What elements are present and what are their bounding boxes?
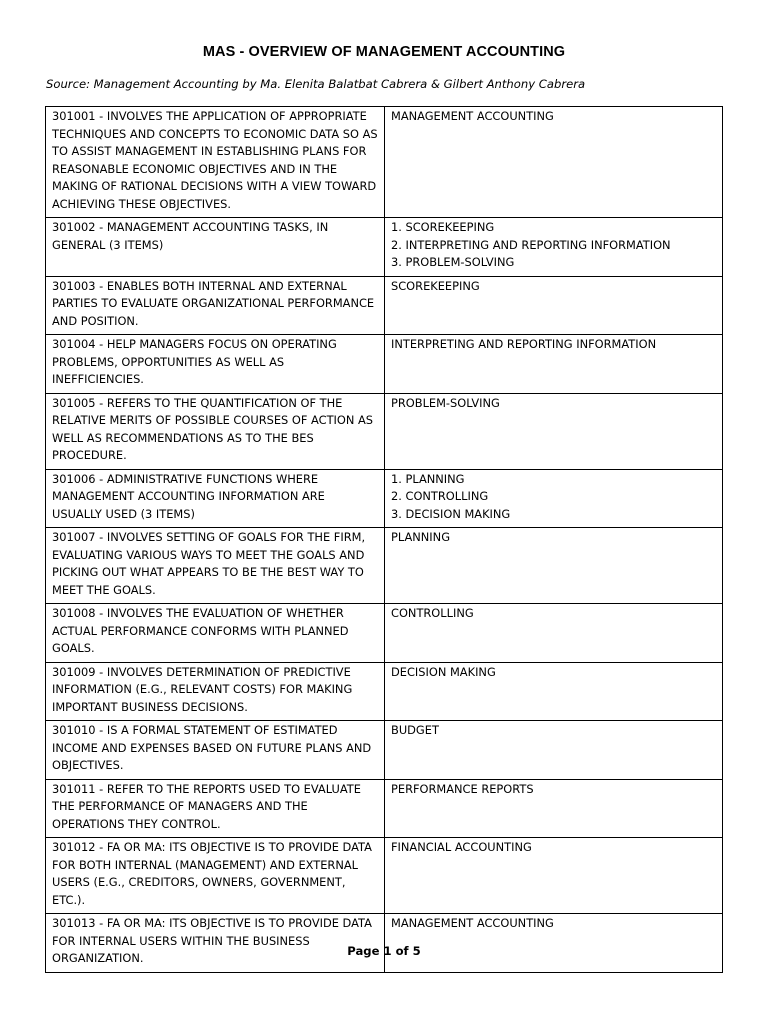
answer-line: 1. SCOREKEEPING [391,220,495,234]
question-cell: 301010 - IS A FORMAL STATEMENT OF ESTIMATED INCOME AND EXPENSES BASED ON FUTURE PLANS AND OBJECTIVES. [46,721,385,780]
table-row [46,335,723,394]
question-cell: 301004 - HELP MANAGERS FOCUS ON OPERATING PROBLEMS, OPPORTUNITIES AS WELL AS INEFFICIENCIES. [46,335,385,394]
answer-cell [385,838,723,914]
table-row [46,779,723,838]
table-row [46,721,723,780]
answer-line: PROBLEM-SOLVING [391,395,500,410]
answer-line: PLANNING [391,530,451,544]
answer-cell [385,107,723,218]
answer-line: BUDGET [391,723,439,737]
answer-cell [385,335,723,394]
question-cell: 301011 - REFER TO THE REPORTS USED TO EVALUATE THE PERFORMANCE OF MANAGERS AND THE OPERATIONS THEY CONTROL. [46,779,385,838]
question-cell: 301003 - ENABLES BOTH INTERNAL AND EXTERNAL PARTIES TO EVALUATE ORGANIZATIONAL PERFORMANCE AND POSITION. [46,276,385,335]
answer-cell [385,662,723,721]
answer-line: CONTROLLING [391,606,474,620]
answer-line: INTERPRETING AND REPORTING INFORMATION [391,337,657,351]
answer-cell [385,604,723,663]
answer-line: 2. CONTROLLING [391,489,489,503]
answer-line: 3. DECISION MAKING [391,506,511,521]
answer-line: 3. PROBLEM-SOLVING [391,255,515,269]
answer-line: PERFORMANCE REPORTS [391,781,534,796]
table-row [46,838,723,914]
answer-cell [385,528,723,604]
table-row [46,604,723,663]
source-citation: Source: Management Accounting by Ma. Elenita Balatbat Cabrera & Gilbert Anthony Cabrera [46,77,586,91]
question-cell: 301002 - MANAGEMENT ACCOUNTING TASKS, IN GENERAL (3 ITEMS) [46,218,385,277]
table-row [46,469,723,528]
answer-line: 2. INTERPRETING AND REPORTING INFORMATION [391,237,671,252]
answer-cell [385,721,723,780]
document-title: MAS - OVERVIEW OF MANAGEMENT ACCOUNTING [202,44,566,60]
qa-table [45,106,723,973]
table-row [46,914,723,973]
qa-table-body [46,107,723,973]
answer-line: MANAGEMENT ACCOUNTING [391,916,554,930]
answer-cell [385,914,723,973]
answer-cell [385,469,723,528]
answer-cell [385,393,723,469]
question-cell: 301007 - INVOLVES SETTING OF GOALS FOR THE FIRM, EVALUATING VARIOUS WAYS TO MEET THE GOALS AND PICKING OUT WHAT APPEARS TO BE THE BEST WAY TO MEET THE GOALS. [46,528,385,604]
table-row [46,528,723,604]
question-cell: 301009 - INVOLVES DETERMINATION OF PREDICTIVE INFORMATION (E.G., RELEVANT COSTS) FOR MAKING IMPORTANT BUSINESS DECISIONS. [46,662,385,721]
page-number: Page 1 of 5 [347,944,421,958]
answer-line: FINANCIAL ACCOUNTING [391,840,532,854]
answer-line: DECISION MAKING [391,664,496,679]
question-cell: 301005 - REFERS TO THE QUANTIFICATION OF THE RELATIVE MERITS OF POSSIBLE COURSES OF ACTION AS WELL AS RECOMMENDATIONS AS TO THE BES PROCEDURE. [46,393,385,469]
question-cell: 301013 - FA OR MA: ITS OBJECTIVE IS TO PROVIDE DATA FOR INTERNAL USERS WITHIN THE BUSINESS ORGANIZATION. [46,914,385,973]
answer-cell [385,276,723,335]
answer-line: MANAGEMENT ACCOUNTING [391,109,554,123]
answer-line: SCOREKEEPING [391,278,480,293]
question-cell: 301001 - INVOLVES THE APPLICATION OF APPROPRIATE TECHNIQUES AND CONCEPTS TO ECONOMIC DATA SO AS TO ASSIST MANAGEMENT IN ESTABLISHING PLANS FOR REASONABLE ECONOMIC OBJECTIVES AND IN THE MAKING OF RATIONAL DECISIONS WITH A VIEW TOWARD ACHIEVING THESE OBJECTIVES. [46,107,385,218]
answer-cell [385,218,723,277]
answer-cell [385,779,723,838]
question-cell: 301008 - INVOLVES THE EVALUATION OF WHETHER ACTUAL PERFORMANCE CONFORMS WITH PLANNED GOALS. [46,604,385,663]
question-cell: 301006 - ADMINISTRATIVE FUNCTIONS WHERE MANAGEMENT ACCOUNTING INFORMATION ARE USUALLY USED (3 ITEMS) [46,469,385,528]
table-row [46,276,723,335]
table-row [46,218,723,277]
table-row [46,107,723,218]
table-row [46,662,723,721]
table-row [46,393,723,469]
question-cell: 301012 - FA OR MA: ITS OBJECTIVE IS TO PROVIDE DATA FOR BOTH INTERNAL (MANAGEMENT) AND EXTERNAL USERS (E.G., CREDITORS, OWNERS, GOVERNMENT, ETC.). [46,838,385,914]
answer-line: 1. PLANNING [391,471,465,486]
